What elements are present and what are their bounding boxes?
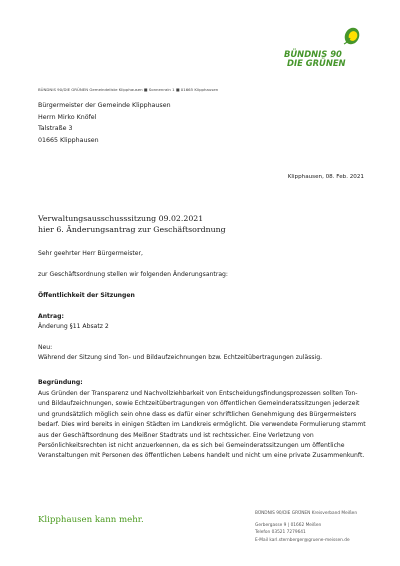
subject-line-2: hier 6. Änderungsantrag zur Geschäftsordnung xyxy=(38,224,226,234)
recipient-line-1: Bürgermeister der Gemeinde Klipphausen xyxy=(38,102,171,109)
logo-line-2: DIE GRÜNEN xyxy=(287,58,346,68)
footer-email: E-Mail karl.sternberger@gruene-meissen.de xyxy=(255,537,350,543)
begruendung-label: Begründung: xyxy=(38,379,83,386)
neu-value: Während der Sitzung sind Ton- und Bildaufzeichnungen bzw. Echtzeitübertragungen zulässig. xyxy=(38,354,323,361)
footer-address: Gerbergasse 9 | 01662 Meißen xyxy=(255,523,322,529)
recipient-address xyxy=(38,100,171,146)
recipient-line-3: Talstraße 3 xyxy=(38,125,73,132)
footer-contact xyxy=(255,510,357,544)
logo-line-1: BÜNDNIS 90 xyxy=(284,49,342,59)
begruendung-text: Aus Gründen der Transparenz und Nachvollziehbarkeit von Entscheidungsfindungsprozessen sollten Ton- und Bildaufzeichnungen, sowie Echtzeitübertragungen von öffentlichen Gemeinderatssitzungen jederzeit und grundsätzlich möglich sein ohne dass es dafür einer schriftlichen Genehmigung des Bürgermeisters bedarf. Dies wird bereits in einigen Städten im Landkreis ermöglicht. Die verwendete Formulierung stammt aus der Geschäftsordnung des Meißner Stadtrats und ist rechtssicher. Eine Verletzung von Persönlichkeitsrechten ist nicht anzuerkennen, da es sich bei Gemeinderatssitzungen um öffentliche Veranstaltungen mit Personen des öffentlichen Lebens handelt und nicht um eine private Zusammenkunft. xyxy=(38,390,366,460)
letter-subject xyxy=(38,214,226,235)
letter-date: Klipphausen, 08. Feb. 2021 xyxy=(287,174,364,180)
topic-heading: Öffentlichkeit der Sitzungen xyxy=(38,292,135,299)
intro-text: zur Geschäftsordnung stellen wir folgenden Änderungsantrag: xyxy=(38,271,228,278)
slogan: Klipphausen kann mehr. xyxy=(38,515,144,525)
antrag-label: Antrag: xyxy=(38,313,64,320)
sunflower-icon xyxy=(284,24,364,70)
footer-org: BÜNDNIS 90/DIE GRÜNEN Kreisverband Meißen xyxy=(255,511,358,516)
salutation: Sehr geehrter Herr Bürgermeister, xyxy=(38,250,143,257)
recipient-line-2: Herrn Mirko Knöfel xyxy=(38,113,97,121)
subject-line-1: Verwaltungsausschusssitzung 09.02.2021 xyxy=(38,214,204,223)
footer-phone: Telefon 03521 7279641 xyxy=(255,530,306,536)
neu-label: Neu: xyxy=(38,344,53,351)
sender-address-line: BÜNDNIS 90/DIE GRÜNEN Gemeindeliste Klipphausen ■ Sonnenrain 1 ■ 01665 Klipphausen xyxy=(38,87,219,92)
recipient-line-4: 01665 Klipphausen xyxy=(38,136,99,144)
antrag-value: Änderung §11 Absatz 2 xyxy=(38,323,109,330)
party-logo xyxy=(284,24,364,70)
